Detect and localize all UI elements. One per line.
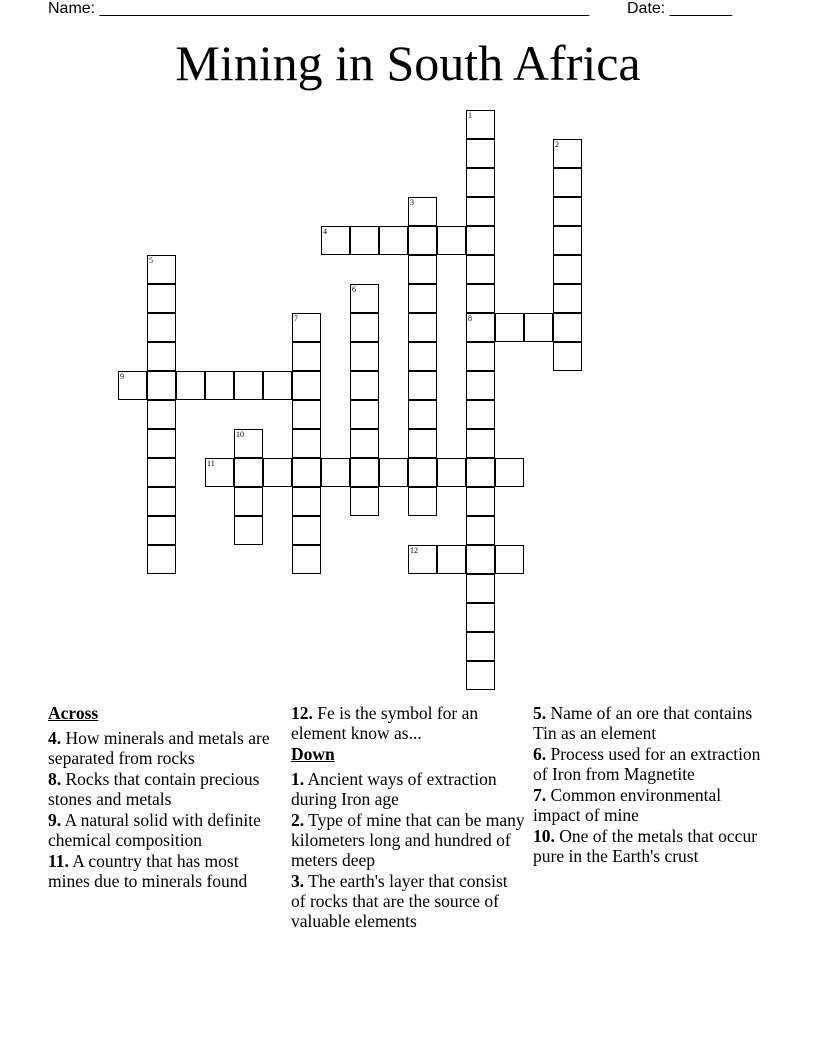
grid-cell[interactable] [147, 545, 176, 574]
clue-across-4 [48, 728, 283, 768]
clue-number-label: 10 [236, 430, 244, 439]
clue-across-8 [48, 769, 283, 809]
grid-cell[interactable] [466, 226, 495, 255]
date-field[interactable]: Date: _______ [627, 0, 732, 17]
grid-cell[interactable] [379, 226, 408, 255]
grid-cell[interactable] [147, 400, 176, 429]
clue-number: 6. [533, 744, 547, 764]
clue-text: The earth's layer that consist of rocks that are the source of valuable elements [291, 871, 508, 931]
grid-cell[interactable] [553, 197, 582, 226]
clue-text: How minerals and metals are separated from rocks [48, 728, 270, 768]
grid-cell[interactable] [321, 458, 350, 487]
grid-cell[interactable] [466, 574, 495, 603]
grid-cell[interactable] [263, 458, 292, 487]
grid-cell[interactable] [350, 342, 379, 371]
grid-cell[interactable] [350, 284, 379, 313]
clue-number: 12. [291, 703, 313, 723]
clue-down-7 [533, 785, 768, 825]
grid-cell[interactable] [466, 371, 495, 400]
grid-cell[interactable] [234, 516, 263, 545]
clue-down-5 [533, 703, 768, 743]
grid-cell[interactable] [437, 545, 466, 574]
clue-text: Name of an ore that contains Tin as an element [533, 703, 753, 743]
grid-cell[interactable] [553, 168, 582, 197]
clue-text: Rocks that contain precious stones and metals [48, 769, 260, 809]
grid-cell[interactable] [408, 255, 437, 284]
grid-cell[interactable] [408, 545, 437, 574]
clue-across-9 [48, 810, 283, 850]
grid-cell[interactable] [408, 313, 437, 342]
grid-cell[interactable] [292, 313, 321, 342]
grid-cell[interactable] [292, 342, 321, 371]
clue-number-label: 1 [468, 111, 472, 120]
clue-number-label: 5 [149, 256, 153, 265]
clue-number-label: 3 [410, 198, 414, 207]
clue-number-label: 12 [410, 546, 418, 555]
clue-number: 2. [291, 810, 305, 830]
clues-column-3 [533, 703, 768, 867]
grid-cell[interactable] [495, 313, 524, 342]
across-heading: Across [48, 703, 99, 723]
clue-down-1 [291, 769, 526, 809]
grid-cell[interactable] [495, 458, 524, 487]
grid-cell[interactable] [408, 197, 437, 226]
clue-number: 8. [48, 769, 62, 789]
grid-cell[interactable] [466, 545, 495, 574]
grid-cell[interactable] [495, 545, 524, 574]
grid-cell[interactable] [553, 226, 582, 255]
grid-cell[interactable] [553, 284, 582, 313]
grid-cell[interactable] [350, 226, 379, 255]
clue-down-10 [533, 826, 768, 866]
grid-cell[interactable] [466, 632, 495, 661]
clue-number: 7. [533, 785, 547, 805]
grid-cell[interactable] [147, 516, 176, 545]
grid-cell[interactable] [466, 255, 495, 284]
clue-number-label: 6 [352, 285, 356, 294]
clue-down-2 [291, 810, 526, 870]
grid-cell[interactable] [292, 545, 321, 574]
grid-cell[interactable] [147, 458, 176, 487]
grid-cell[interactable] [205, 371, 234, 400]
grid-cell[interactable] [350, 371, 379, 400]
grid-cell[interactable] [466, 429, 495, 458]
clue-number: 3. [291, 871, 305, 891]
grid-cell[interactable] [292, 429, 321, 458]
clue-number-label: 2 [555, 140, 559, 149]
grid-cell[interactable] [234, 371, 263, 400]
grid-cell[interactable] [408, 371, 437, 400]
grid-cell[interactable] [466, 661, 495, 690]
clues-column-1 [48, 703, 283, 892]
clue-number: 11. [48, 851, 69, 871]
grid-cell[interactable] [292, 458, 321, 487]
clue-number-label: 9 [120, 372, 124, 381]
page-title: Mining in South Africa [175, 35, 641, 91]
grid-cell[interactable] [350, 400, 379, 429]
clue-across-12 [291, 703, 526, 743]
clue-down-6 [533, 744, 768, 784]
grid-cell[interactable] [408, 458, 437, 487]
name-field[interactable]: Name: _______________________________________________________ [48, 0, 589, 17]
grid-cell[interactable] [466, 603, 495, 632]
grid-cell[interactable] [292, 516, 321, 545]
grid-cell[interactable] [466, 197, 495, 226]
grid-cell[interactable] [118, 371, 147, 400]
clue-number: 1. [291, 769, 305, 789]
clues-column-2 [291, 703, 526, 932]
clue-number-label: 7 [294, 314, 298, 323]
clue-across-11 [48, 851, 283, 891]
grid-cell[interactable] [553, 255, 582, 284]
grid-cell[interactable] [292, 371, 321, 400]
grid-cell[interactable] [466, 400, 495, 429]
grid-cell[interactable] [176, 371, 205, 400]
grid-cell[interactable] [408, 429, 437, 458]
grid-cell[interactable] [234, 487, 263, 516]
grid-cell[interactable] [147, 371, 176, 400]
grid-cell[interactable] [147, 342, 176, 371]
grid-cell[interactable] [205, 458, 234, 487]
grid-cell[interactable] [408, 226, 437, 255]
clue-text: Process used for an extraction of Iron from Magnetite [533, 744, 761, 784]
grid-cell[interactable] [408, 342, 437, 371]
clue-text: A country that has most mines due to minerals found [48, 851, 248, 891]
clue-text: Ancient ways of extraction during Iron age [291, 769, 497, 809]
grid-cell[interactable] [263, 371, 292, 400]
grid-cell[interactable] [350, 313, 379, 342]
grid-cell[interactable] [379, 458, 408, 487]
grid-cell[interactable] [321, 226, 350, 255]
grid-cell[interactable] [466, 139, 495, 168]
down-heading: Down [291, 744, 335, 764]
clue-text: Type of mine that can be many kilometers long and hundred of meters deep [291, 810, 525, 870]
clue-number: 5. [533, 703, 547, 723]
clue-text: Common environmental impact of mine [533, 785, 722, 825]
clue-number: 10. [533, 826, 555, 846]
grid-cell[interactable] [466, 110, 495, 139]
grid-cell[interactable] [147, 313, 176, 342]
grid-cell[interactable] [292, 400, 321, 429]
grid-cell[interactable] [466, 516, 495, 545]
grid-cell[interactable] [350, 487, 379, 516]
grid-cell[interactable] [553, 139, 582, 168]
clue-number-label: 11 [207, 459, 215, 468]
grid-cell[interactable] [466, 313, 495, 342]
grid-cell[interactable] [466, 168, 495, 197]
grid-cell[interactable] [408, 487, 437, 516]
grid-cell[interactable] [466, 458, 495, 487]
grid-cell[interactable] [524, 313, 553, 342]
grid-cell[interactable] [437, 458, 466, 487]
clue-number-label: 8 [468, 314, 472, 323]
grid-cell[interactable] [408, 400, 437, 429]
grid-cell[interactable] [234, 458, 263, 487]
clue-text: Fe is the symbol for an element know as... [291, 703, 479, 743]
clue-down-3 [291, 871, 526, 931]
grid-cell[interactable] [147, 284, 176, 313]
clue-number-label: 4 [323, 227, 327, 236]
grid-cell[interactable] [350, 458, 379, 487]
clue-number: 9. [48, 810, 62, 830]
grid-cell[interactable] [437, 226, 466, 255]
grid-cell[interactable] [553, 342, 582, 371]
grid-cell[interactable] [553, 313, 582, 342]
grid-cell[interactable] [350, 429, 379, 458]
grid-cell[interactable] [466, 342, 495, 371]
grid-cell[interactable] [408, 284, 437, 313]
clue-number: 4. [48, 728, 62, 748]
grid-cell[interactable] [292, 487, 321, 516]
clue-text: One of the metals that occur pure in the Earth's crust [533, 826, 758, 866]
grid-cell[interactable] [147, 487, 176, 516]
grid-cell[interactable] [147, 429, 176, 458]
grid-cell[interactable] [234, 429, 263, 458]
grid-cell[interactable] [147, 255, 176, 284]
grid-cell[interactable] [466, 487, 495, 516]
grid-cell[interactable] [466, 284, 495, 313]
clue-text: A natural solid with definite chemical composition [48, 810, 261, 850]
